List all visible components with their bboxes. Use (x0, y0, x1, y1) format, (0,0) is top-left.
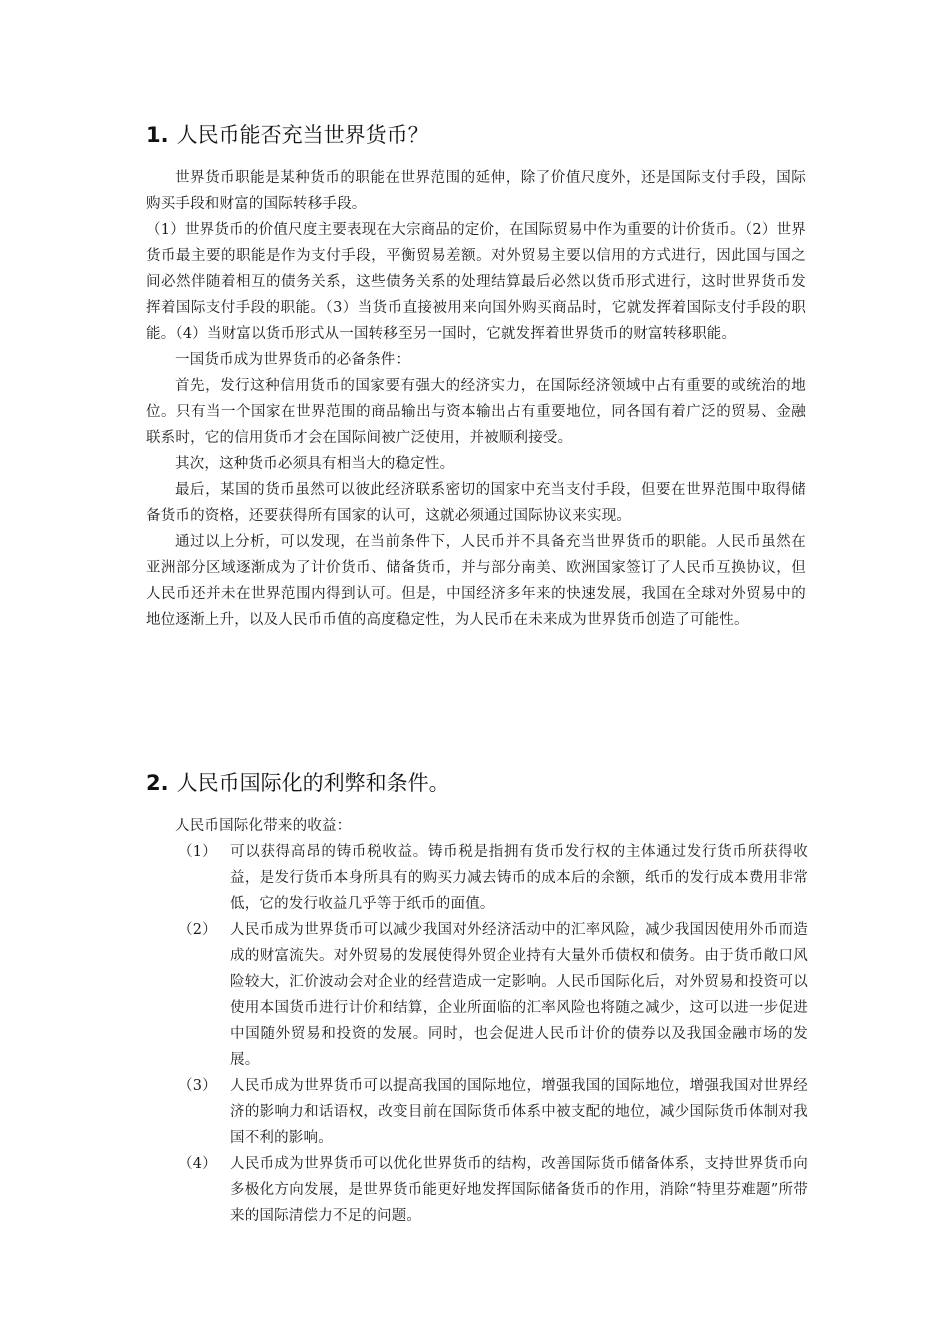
section-2-number: 2. (146, 771, 169, 795)
paragraph: 最后，某国的货币虽然可以彼此经济联系密切的国家中充当支付手段，但要在世界范围中取得储备货币的资格，还要获得所有国家的认可，这就必须通过国际协议来实现。 (146, 482, 806, 524)
list-item-text: 可以获得高昂的铸币税收益。铸币税是指拥有货币发行权的主体通过发行货币所获得收益，是发行货币本身所具有的购买力减去铸币的成本后的余额，纸币的发行成本费用非常低，它的发行收益几乎等于纸币的面值。 (230, 844, 808, 912)
section-2-title: 人民币国际化的利弊和条件。 (176, 771, 450, 795)
paragraph: 其次，这种货币必须具有相当大的稳定性。 (175, 456, 455, 472)
list-item (178, 1073, 808, 1151)
list-marker: （3） (178, 1078, 217, 1094)
paragraph: 人民币国际化带来的收益： (175, 818, 352, 834)
paragraph: 首先，发行这种信用货币的国家要有强大的经济实力，在国际经济领域中占有重要的或统治的地位。只有当一个国家在世界范围的商品输出与资本输出占有重要地位，同各国有着广泛的贸易、金融联系时，它的信用货币才会在国际间被广泛使用，并被顺利接受。 (146, 378, 806, 446)
list-marker: （1） (178, 844, 217, 860)
section-1-body (146, 165, 806, 633)
section-1-number: 1. (146, 123, 169, 147)
list-marker: （4） (178, 1156, 217, 1172)
section-1-heading (146, 120, 429, 150)
section-2-heading (146, 768, 450, 798)
section-2-intro (146, 813, 806, 839)
list-item-text: 人民币成为世界货币可以优化世界货币的结构，改善国际货币储备体系，支持世界货币向多极化方向发展，是世界货币能更好地发挥国际储备货币的作用，消除“特里芬难题”所带来的国际清偿力不足的问题。 (230, 1156, 808, 1224)
benefits-list (178, 839, 808, 1229)
list-item (178, 917, 808, 1073)
paragraph: 通过以上分析，可以发现，在当前条件下，人民币并不具备充当世界货币的职能。人民币虽然在亚洲部分区域逐渐成为了计价货币、储备货币，并与部分南美、欧洲国家签订了人民币互换协议，但人民币还并未在世界范围内得到认可。但是，中国经济多年来的快速发展，我国在全球对外贸易中的地位逐渐上升，以及人民币币值的高度稳定性，为人民币在未来成为世界货币创造了可能性。 (146, 534, 806, 628)
list-item-text: 人民币成为世界货币可以提高我国的国际地位，增强我国的国际地位，增强我国对世界经济的影响力和话语权，改变目前在国际货币体系中被支配的地位，减少国际货币体制对我国不利的影响。 (230, 1078, 808, 1146)
list-marker: （2） (178, 922, 217, 938)
list-item (178, 839, 808, 917)
list-item-text: 人民币成为世界货币可以减少我国对外经济活动中的汇率风险，减少我国因使用外币而造成的财富流失。对外贸易的发展使得外贸企业持有大量外币债权和债务。由于货币敞口风险较大，汇价波动会对企业的经营造成一定影响。人民币国际化后，对外贸易和投资可以使用本国货币进行计价和结算，企业所面临的汇率风险也将随之减少，这可以进一步促进中国随外贸易和投资的发展。同时，也会促进人民币计价的债券以及我国金融市场的发展。 (230, 922, 808, 1068)
list-item (178, 1151, 808, 1229)
section-1-title: 人民币能否充当世界货币？ (176, 123, 429, 147)
paragraph: 一国货币成为世界货币的必备条件： (175, 352, 411, 368)
paragraph: （1）世界货币的价值尺度主要表现在大宗商品的定价，在国际贸易中作为重要的计价货币。（2）世界货币最主要的职能是作为支付手段，平衡贸易差额。对外贸易主要以信用的方式进行，因此国与国之间必然伴随着相互的债务关系，这些债务关系的处理结算最后必然以货币形式进行，这时世界货币发挥着国际支付手段的职能。（3）当货币直接被用来向国外购买商品时，它就发挥着国际支付手段的职能。（4）当财富以货币形式从一国转移至另一国时，它就发挥着世界货币的财富转移职能。 (146, 222, 806, 342)
paragraph: 世界货币职能是某种货币的职能在世界范围的延伸，除了价值尺度外，还是国际支付手段，国际购买手段和财富的国际转移手段。 (146, 170, 806, 212)
